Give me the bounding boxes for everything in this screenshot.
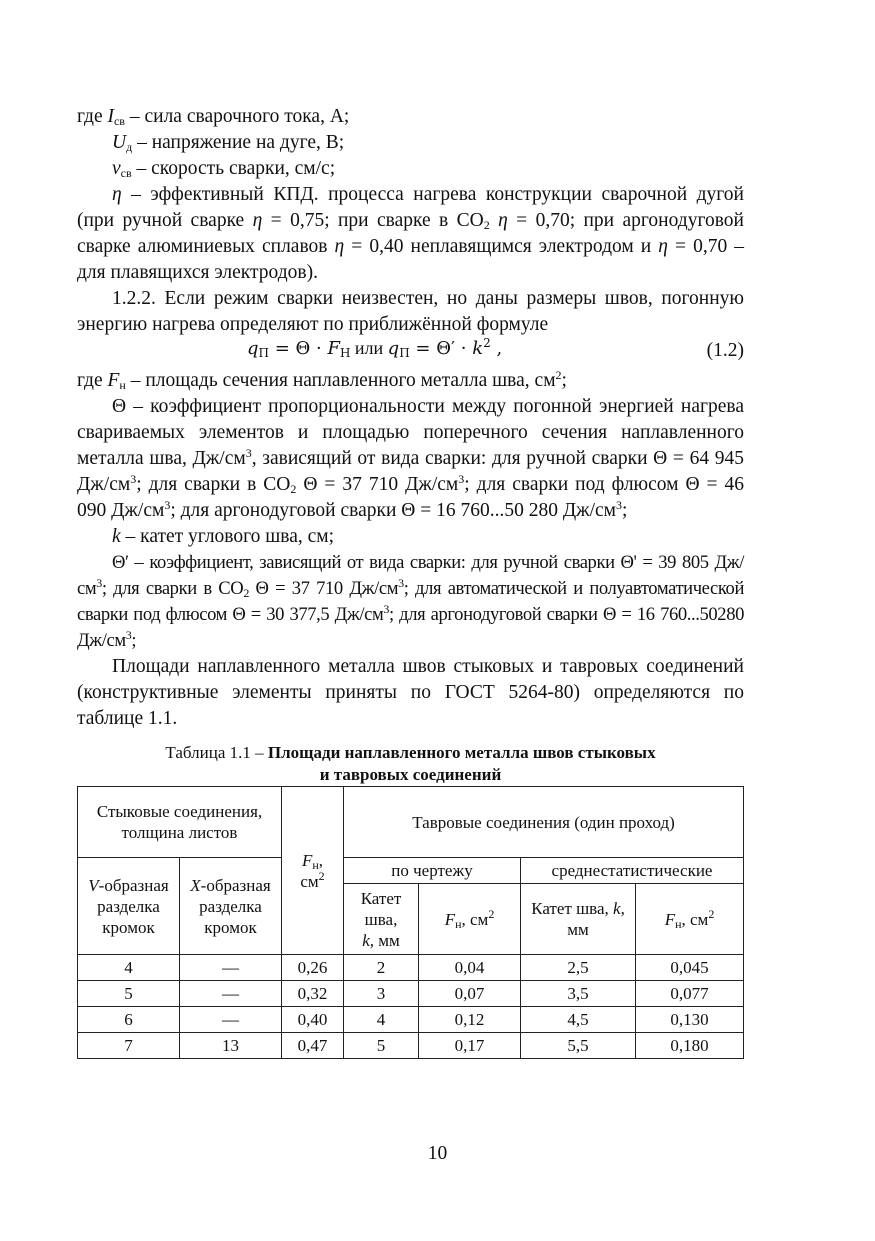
formula-number: (1.2) xyxy=(706,340,744,361)
areas-paragraph: Площади наплавленного металла швов стыковых и тавровых соединений (конструктивные элементы приняты по ГОСТ 5264-80) определяются по таблице 1.1. xyxy=(77,656,744,729)
header-leg-drawing: Катет шва, k, мм xyxy=(344,884,419,955)
section-1-2-2: 1.2.2. Если режим сварки неизвестен, но даны размеры швов, погонную энергию нагрева определяют по приближённой формуле xyxy=(77,288,744,335)
header-fn-drawing: $F_н$, $см^2$ xyxy=(419,884,521,955)
header-leg-average: Катет шва, k, мм xyxy=(521,884,636,955)
current-line: где $I_{св}$ – сила сварочного тока, А; xyxy=(77,106,350,128)
header-v-groove: V-образная разделка кромок xyxy=(78,858,180,955)
table-row: 7 13 0,47 5 0,17 5,5 0,180 xyxy=(78,1033,744,1059)
page-body xyxy=(77,104,744,1059)
theta-paragraph: Θ – коэффициент пропорциональности между погонной энергией нагрева свариваемых элементов и площадью поперечного сечения наплавленного металла шва, $Дж/см^3$, зависящий от вида сварки: для ручной сварки Θ = 64 945 $Дж/см^3$; для сварки в $СО_2$ Θ = 37 710 $Дж/см^3$; для сварки под флюсом Θ = 46 090 $Дж/см^3$; для аргонодуговой сварки Θ = 16 760...50 280 $Дж/см^3$; xyxy=(77,396,745,521)
table-caption: Таблица 1.1 – Площади наплавленного металла швов стыковых и тавровых соединений xyxy=(165,743,656,784)
table-row: 6 — 0,40 4 0,12 4,5 0,130 xyxy=(78,1007,744,1033)
theta-prime-paragraph: Θ′ – коэффициент, зависящий от вида сварки: для ручной сварки Θ' = 39 805 $Дж/см^3$; для сварки в $СО_2$ Θ = 37 710 $Дж/см^3$; для автоматической и полуавтоматической сварки под флюсом Θ = 30 377,5 $Дж/см^3$; для аргонодуговой сварки Θ = 16 760...50280 $Дж/см^3$; xyxy=(77,552,744,651)
formula-expression: $q_П = \Theta \cdot F_Н$ или $q_П = \Theta' \cdot k^2$ , xyxy=(247,336,503,360)
efficiency-paragraph: η – эффективный КПД. процесса нагрева конструкции сварочной дугой (при ручной сварке η = 0,75; при сварке в $СО_2$ η = 0,70; при аргонодуговой сварке алюминиевых сплавов η = 0,40 неплавящимся электродом и η = 0,70 – для плавящихся электродов). xyxy=(77,184,745,283)
header-by-drawing: по чертежу xyxy=(344,858,521,884)
header-tee-joints: Тавровые соединения (один проход) xyxy=(344,787,744,858)
header-fn: $F_н$, $см^2$ xyxy=(282,787,344,955)
leg-line: k – катет углового шва, см; xyxy=(112,526,335,547)
page-number: 10 xyxy=(427,1143,448,1164)
table-row: 4 — 0,26 2 0,04 2,5 0,045 xyxy=(78,955,744,981)
header-butt-joints: Стыковые соединения, толщина листов xyxy=(78,787,282,858)
header-average: среднестатистические xyxy=(521,858,744,884)
voltage-line: $U_д$ – напряжение на дуге, В; xyxy=(112,132,345,154)
area-definition-line: где $F_н$ – площадь сечения наплавленного металла шва, $см^2$; xyxy=(77,368,567,392)
formula-1-2 xyxy=(77,338,744,368)
header-x-groove: X-образная разделка кромок xyxy=(180,858,282,955)
speed-line: $v_{св}$ – скорость сварки, см/с; xyxy=(112,158,336,180)
weld-area-table xyxy=(77,786,744,1059)
table-row: 5 — 0,32 3 0,07 3,5 0,077 xyxy=(78,981,744,1007)
header-fn-average: $F_н$, $см^2$ xyxy=(636,884,744,955)
